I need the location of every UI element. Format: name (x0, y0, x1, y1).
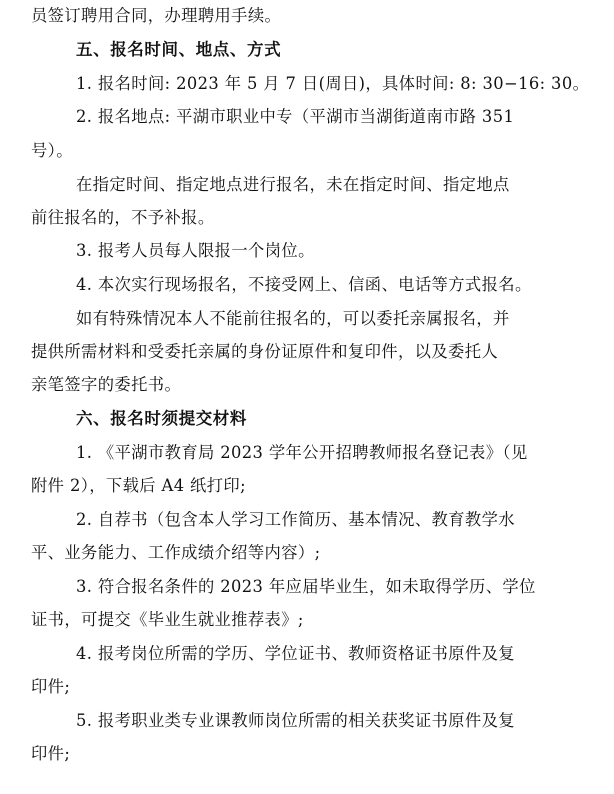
list-item: 4. 报考岗位所需的学历、学位证书、教师资格证书原件及复 (76, 644, 515, 663)
text-line: 证书，可提交《毕业生就业推荐表》; (31, 610, 304, 629)
text-line: 附件 2），下载后 A4 纸打印; (31, 476, 246, 495)
text-line: 号）。 (31, 141, 73, 160)
paragraph-line: 提供所需材料和受委托亲属的身份证原件和复印件，以及委托人 (31, 342, 499, 361)
text-line: 印件; (31, 677, 71, 696)
text-line: 印件; (31, 744, 71, 763)
section-heading: 五、报名时间、地点、方式 (76, 40, 282, 59)
list-item: 2. 自荐书（包含本人学习工作简历、基本情况、教育教学水 (76, 510, 515, 529)
text-line: 平、业务能力、工作成绩介绍等内容）; (31, 543, 321, 562)
paragraph-line: 如有特殊情况本人不能前往报名的，可以委托亲属报名，并 (76, 309, 510, 328)
list-item: 3. 报考人员每人限报一个岗位。 (76, 241, 315, 260)
paragraph-line: 在指定时间、指定地点进行报名，未在指定时间、指定地点 (76, 175, 510, 194)
list-item: 1. 《平湖市教育局 2023 学年公开招聘教师报名登记表》（见 (76, 443, 528, 462)
list-item: 5. 报考职业类专业课教师岗位所需的相关获奖证书原件及复 (76, 711, 515, 730)
list-item: 3. 符合报名条件的 2023 年应届毕业生，如未取得学历、学位 (76, 577, 536, 596)
list-item: 1. 报名时间: 2023 年 5 月 7 日(周日)，具体时间: 8: 30−16: 30。 (76, 74, 590, 93)
list-item: 2. 报名地点: 平湖市职业中专（平湖市当湖街道南市路 351 (76, 107, 515, 126)
text-line: 员签订聘用合同，办理聘用手续。 (31, 6, 282, 25)
list-item: 4. 本次实行现场报名，不接受网上、信函、电话等方式报名。 (76, 275, 532, 294)
section-heading: 六、报名时须提交材料 (76, 409, 247, 428)
paragraph-line: 前往报名的，不予补报。 (31, 208, 215, 227)
paragraph-line: 亲笔签字的委托书。 (31, 375, 182, 394)
